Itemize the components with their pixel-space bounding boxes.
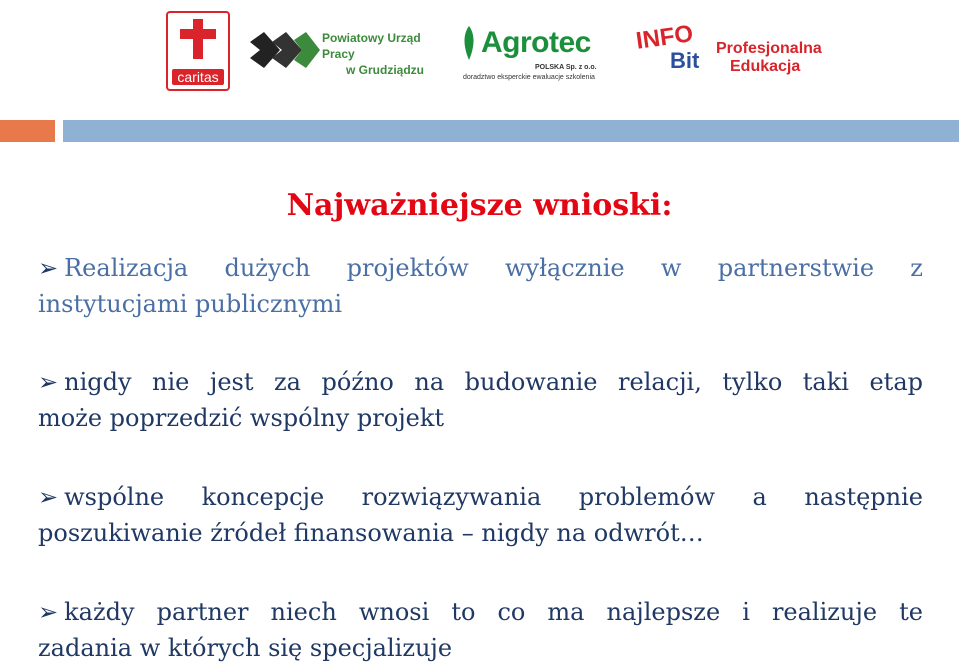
point-1-line2: instytucjami publicznymi <box>38 290 343 318</box>
word: z <box>910 254 923 282</box>
point-1-line1 <box>38 250 923 286</box>
word: wspólne <box>64 483 165 511</box>
pup-line2: w Grudziądzu <box>346 63 424 77</box>
accent-bar-orange <box>0 120 55 142</box>
word: w <box>660 254 682 282</box>
word: realizuje <box>771 598 878 626</box>
arrows-icon <box>250 32 320 68</box>
word: partnerstwie <box>717 254 875 282</box>
arrow-bullet-icon: ➢ <box>38 254 59 282</box>
word: najlepsze <box>606 598 721 626</box>
point-2-line2: może poprzedzić wspólny projekt <box>38 404 445 432</box>
point-3-line1 <box>38 479 923 515</box>
leaf-icon <box>461 26 477 60</box>
word: nie <box>152 368 190 396</box>
agrotec-tagline: doradztwo eksperckie ewaluacje szkolenia <box>463 74 595 81</box>
word: późno <box>321 368 394 396</box>
agrotec-logo <box>455 22 615 82</box>
pup-line1: Powiatowy Urząd Pracy <box>322 31 421 61</box>
word: partner <box>156 598 249 626</box>
logo-strip <box>0 0 959 110</box>
point-2-line1 <box>38 364 923 400</box>
accent-bar-blue <box>63 120 959 142</box>
word: problemów <box>578 483 716 511</box>
point-4 <box>38 594 923 666</box>
word: i <box>742 598 750 626</box>
caritas-name: caritas <box>172 69 224 85</box>
word: niech <box>270 598 337 626</box>
point-1 <box>38 250 923 322</box>
word: wnosi <box>358 598 430 626</box>
caritas-logo <box>166 11 230 91</box>
arrow-bullet-icon: ➢ <box>38 368 59 396</box>
pe-line1: Profesjonalna <box>716 40 822 57</box>
infobit-logo <box>632 20 832 84</box>
word: tylko <box>722 368 783 396</box>
word: te <box>899 598 923 626</box>
bit-text: Bit <box>670 48 700 73</box>
agrotec-brand: Agrotec <box>481 26 591 59</box>
word: co <box>497 598 526 626</box>
agrotec-sub: POLSKA Sp. z o.o. <box>535 64 597 71</box>
word: następnie <box>804 483 923 511</box>
pe-line2: Edukacja <box>730 58 801 75</box>
word: Realizacja <box>64 254 189 282</box>
word: to <box>451 598 476 626</box>
word: taki <box>802 368 849 396</box>
word: projektów <box>346 254 469 282</box>
word: budowanie <box>464 368 598 396</box>
word: relacji, <box>618 368 702 396</box>
slide-title: Najważniejsze wnioski: <box>286 188 673 223</box>
point-4-line2: zadania w których się specjalizuje <box>38 634 453 662</box>
info-text: INFO <box>634 20 695 55</box>
word: ma <box>547 598 585 626</box>
point-2 <box>38 364 923 436</box>
word: na <box>414 368 445 396</box>
word: każdy <box>64 598 135 626</box>
pup-logo <box>250 26 450 76</box>
point-4-line1 <box>38 594 923 630</box>
word: za <box>274 368 301 396</box>
arrow-bullet-icon: ➢ <box>38 483 59 511</box>
arrow-bullet-icon: ➢ <box>38 598 59 626</box>
word: a <box>752 483 767 511</box>
word: nigdy <box>64 368 132 396</box>
cross-icon <box>180 19 216 59</box>
word: koncepcje <box>201 483 325 511</box>
word: dużych <box>224 254 311 282</box>
word: rozwiązywania <box>361 483 542 511</box>
word: wyłącznie <box>505 254 625 282</box>
word: jest <box>209 368 254 396</box>
point-3-line2: poszukiwanie źródeł finansowania – nigdy na odwrót… <box>38 519 704 547</box>
point-3 <box>38 479 923 551</box>
word: etap <box>869 368 923 396</box>
